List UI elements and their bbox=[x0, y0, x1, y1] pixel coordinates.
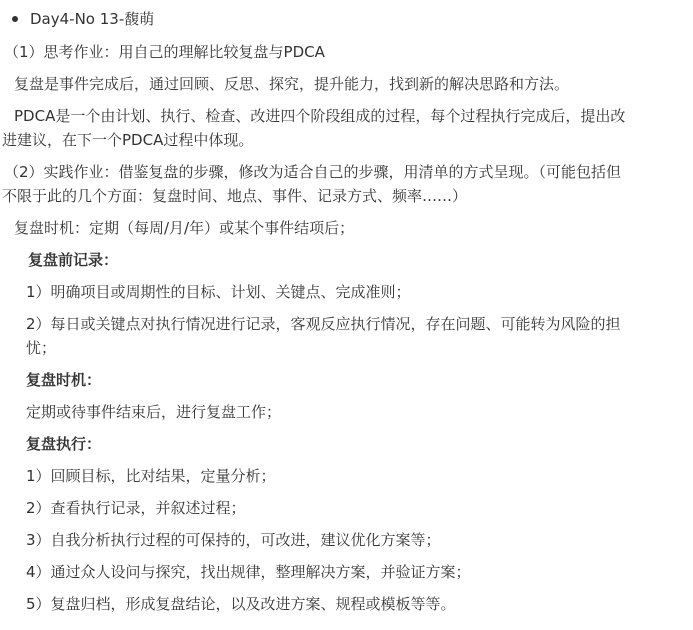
pre-record-item-continued: 忧； bbox=[26, 339, 57, 357]
execution-heading: 复盘执行： bbox=[26, 435, 102, 453]
pdca-definition-line1: PDCA是一个由计划、执行、检查、改进四个阶段组成的过程，每个过程执行完成后，提出改 bbox=[14, 107, 626, 125]
fupan-definition: 复盘是事件完成后，通过回顾、反思、探究，提升能力，找到新的解决思路和方法。 bbox=[14, 75, 570, 93]
execution-item: 3）自我分析执行过程的可保持的，可改进，建议优化方案等； bbox=[26, 531, 441, 549]
execution-item: 5）复盘归档，形成复盘结论，以及改进方案、规程或模板等等。 bbox=[26, 595, 456, 613]
timing-heading: 复盘时机： bbox=[26, 371, 102, 389]
execution-item: 2）查看执行记录，并叙述过程； bbox=[26, 499, 246, 517]
q2-heading-line1: （2）实践作业：借鉴复盘的步骤，修改为适合自己的步骤，用清单的方式呈现。（可能包括但 bbox=[4, 163, 622, 181]
execution-item: 4）通过众人设问与探究，找出规律，整理解决方案，并验证方案； bbox=[26, 563, 471, 581]
pdca-definition-line2: 进建议，在下一个PDCA过程中体现。 bbox=[2, 131, 254, 149]
pre-record-item: 1）明确项目或周期性的目标、计划、关键点、完成准则； bbox=[26, 283, 411, 301]
timing-intro: 复盘时机：定期（每周/月/年）或某个事件结项后； bbox=[14, 219, 355, 237]
execution-item: 1）回顾目标，比对结果，定量分析； bbox=[26, 467, 276, 485]
bullet-title: Day4-No 13-馥萌 bbox=[30, 10, 155, 28]
q2-heading-line2: 不限于此的几个方面：复盘时间、地点、事件、记录方式、频率……） bbox=[2, 187, 468, 205]
pre-record-item: 2）每日或关键点对执行情况进行记录，客观反应执行情况，存在问题、可能转为风险的担 bbox=[26, 315, 621, 333]
pre-record-heading: 复盘前记录： bbox=[28, 251, 119, 269]
q1-heading: （1）思考作业：用自己的理解比较复盘与PDCA bbox=[4, 43, 325, 61]
timing-text: 定期或待事件结束后，进行复盘工作； bbox=[26, 403, 282, 421]
bullet-dot-icon bbox=[12, 16, 18, 22]
